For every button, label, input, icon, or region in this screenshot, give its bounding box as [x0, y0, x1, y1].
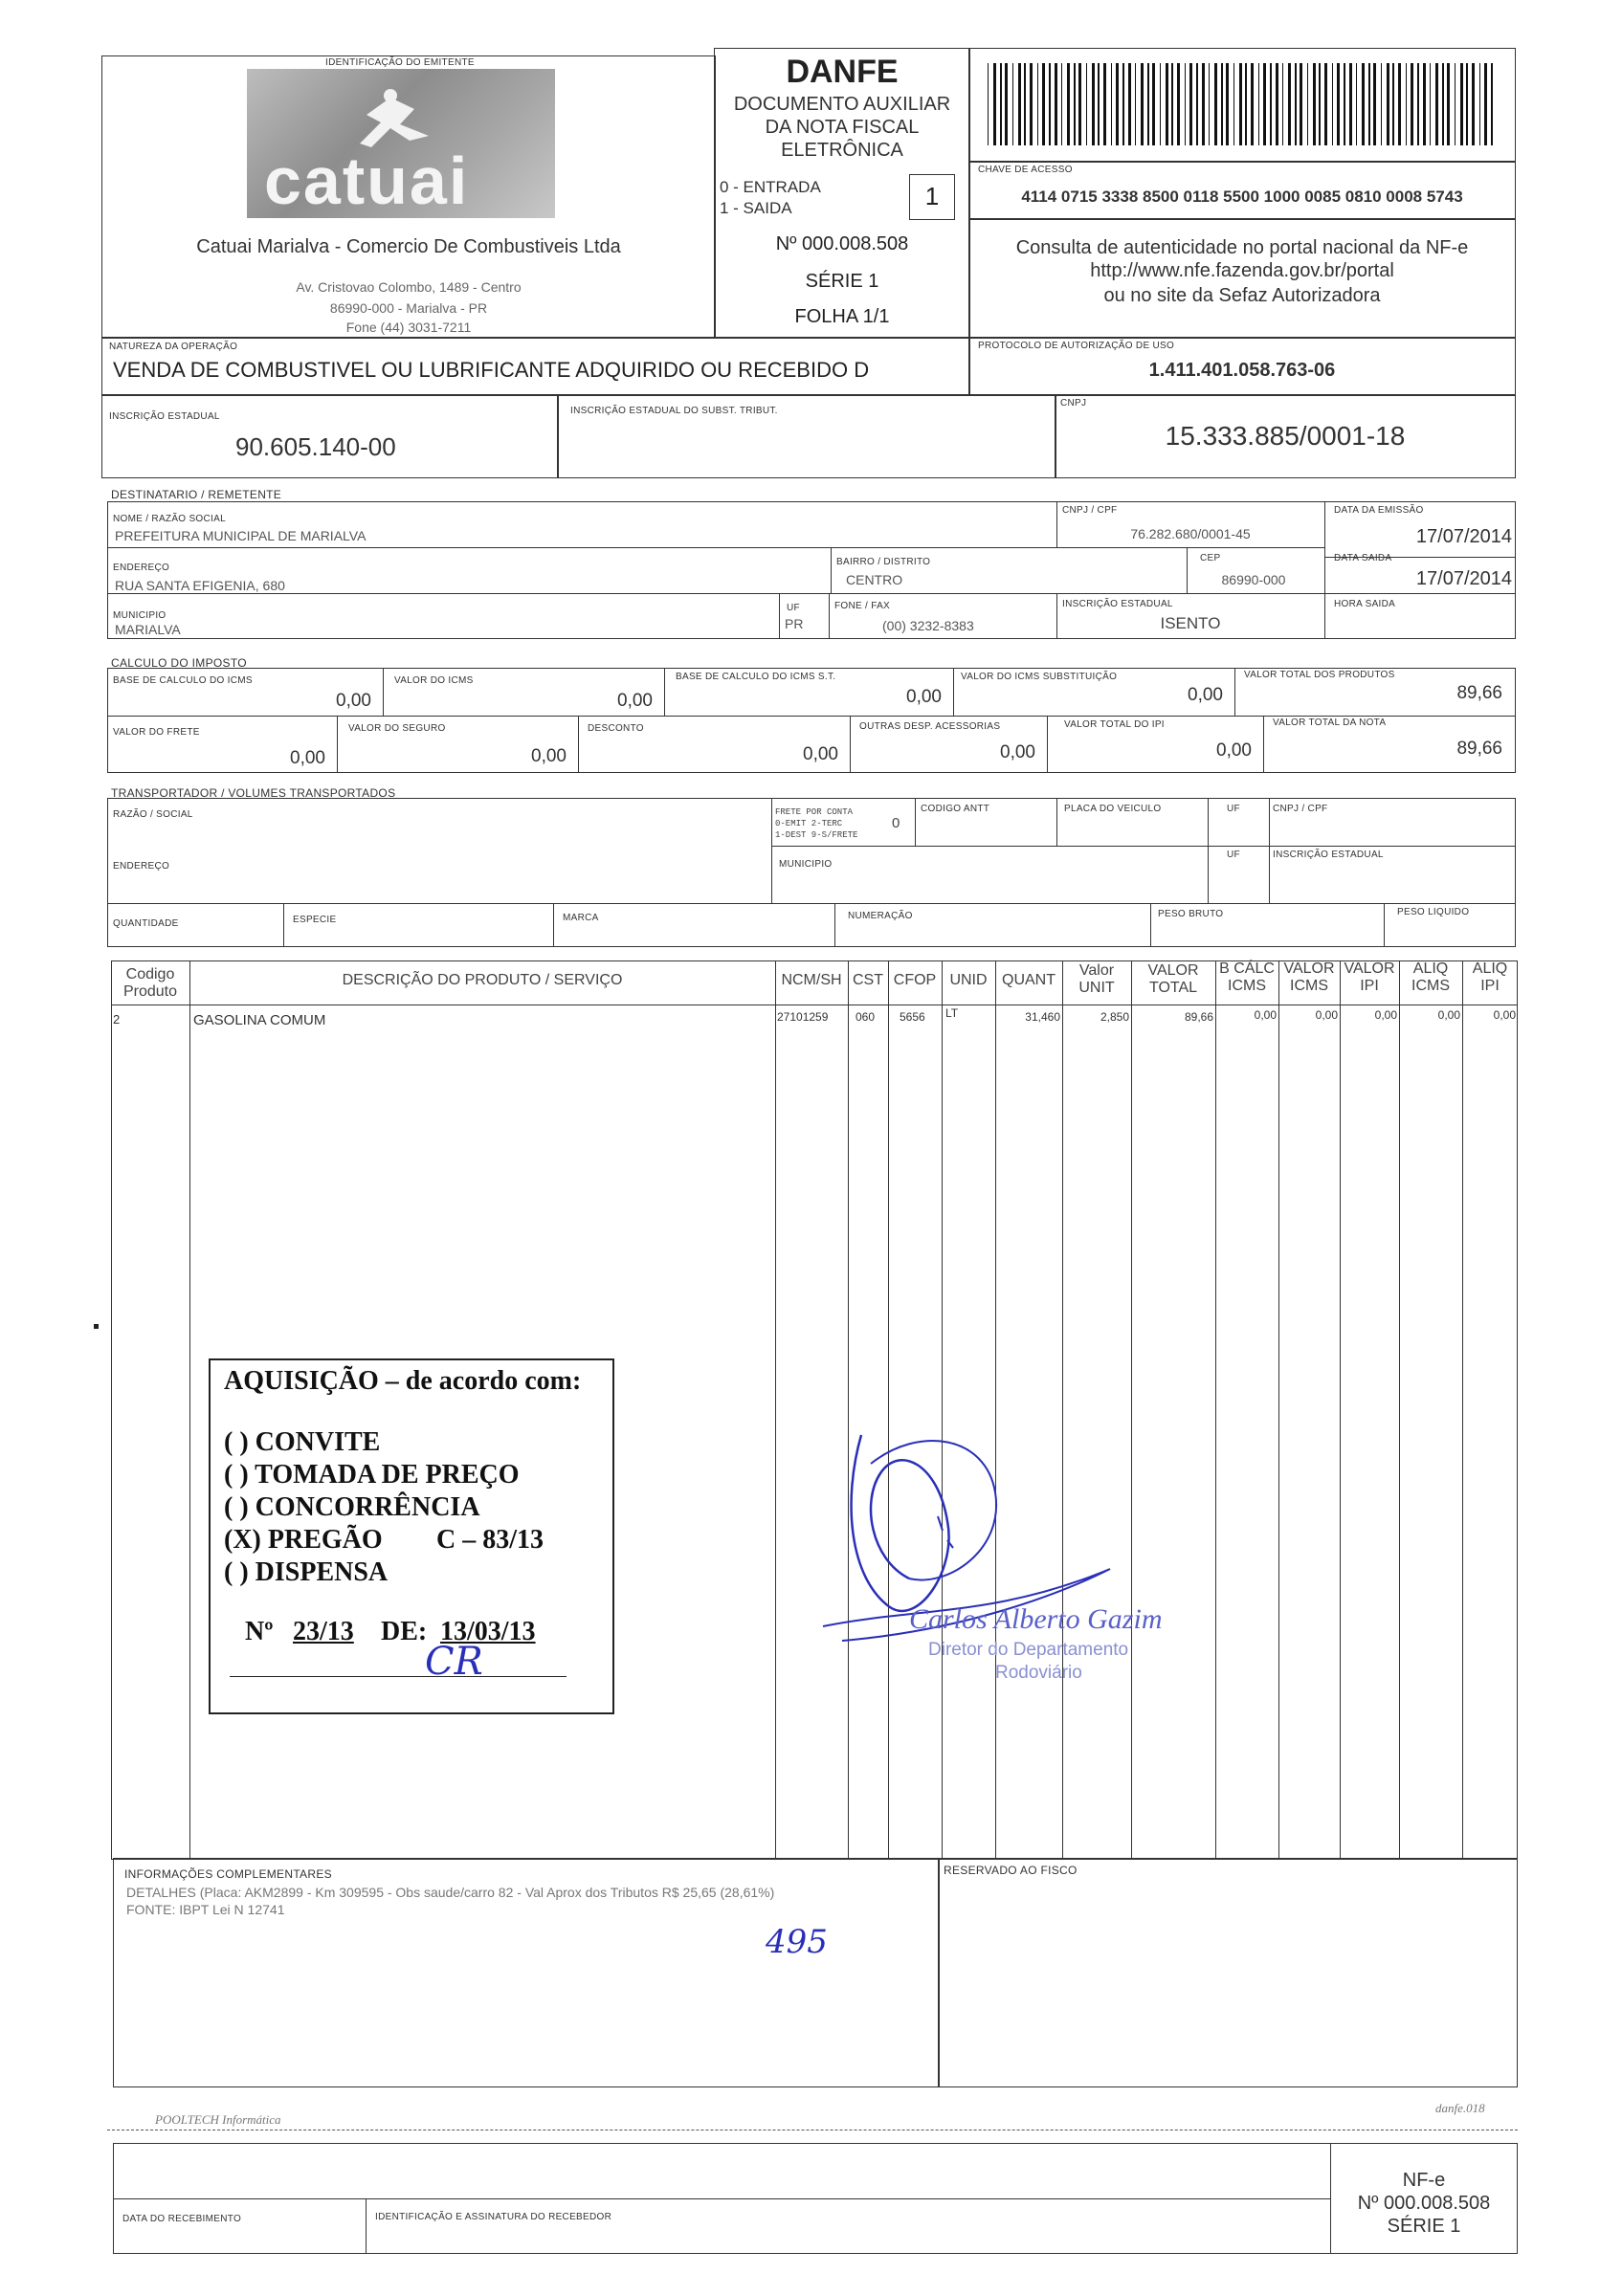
signature-role-2: Rodoviário	[995, 1663, 1082, 1683]
stamp-de-label: DE:	[381, 1617, 428, 1646]
dest-nome-label: NOME / RAZÃO SOCIAL	[113, 514, 226, 524]
col-aipi-2: IPI	[1480, 978, 1500, 994]
ie-value: 90.605.140-00	[235, 432, 396, 461]
consulta-line-1: Consulta de autenticidade no portal nacional da NF-e	[1015, 237, 1469, 258]
dest-municipio: MARIALVA	[115, 622, 181, 637]
col-vtotal-2: TOTAL	[1148, 980, 1198, 996]
fisco-label: RESERVADO AO FISCO	[944, 1864, 1078, 1877]
transp-uf2-label: UF	[1227, 850, 1240, 860]
logo-text: catuai	[264, 144, 470, 218]
col-vipi-1: VALOR	[1344, 960, 1395, 977]
info-line-1: DETALHES (Placa: AKM2899 - Km 309595 - Obs saude/carro 82 - Val Aprox dos Tributos R$ 25,65 (28,61%)	[126, 1885, 775, 1900]
total-prod: 89,66	[1456, 683, 1502, 703]
stamp-opt-pregao: (X) PREGÃO	[224, 1525, 383, 1555]
numeracao-label: NUMERAÇÃO	[848, 911, 913, 921]
frete: 0,00	[290, 748, 325, 768]
stamp-initials: CR	[425, 1640, 483, 1684]
total-prod-label: VALOR TOTAL DOS PRODUTOS	[1244, 670, 1395, 680]
consulta-line-2: http://www.nfe.fazenda.gov.br/portal	[1090, 260, 1394, 281]
emitente-phone: Fone (44) 3031-7211	[345, 320, 472, 335]
ipi-label: VALOR TOTAL DO IPI	[1064, 719, 1165, 730]
base-st: 0,00	[906, 687, 942, 707]
dest-fone-label: FONE / FAX	[834, 601, 891, 611]
valor-icms-label: VALOR DO ICMS	[394, 675, 474, 686]
valor-st: 0,00	[1188, 685, 1223, 705]
cnpj-emitente-label: CNPJ	[1060, 398, 1087, 408]
stamp-title: AQUISIÇÃO – de acordo com:	[224, 1366, 582, 1396]
stamp-numero-label: Nº	[245, 1617, 274, 1646]
dest-emissao: 17/07/2014	[1415, 526, 1512, 547]
base-icms: 0,00	[336, 691, 371, 711]
dest-bairro: CENTRO	[846, 572, 903, 587]
item-vipi: 0,00	[1374, 1008, 1397, 1022]
col-quant: QUANT	[1002, 972, 1056, 988]
transp-cnpj-label: CNPJ / CPF	[1273, 804, 1328, 814]
danfe-saida: 1 - SAIDA	[720, 199, 792, 217]
transportador-section-label: TRANSPORTADOR / VOLUMES TRANSPORTADOS	[111, 786, 396, 800]
dest-ie-label: INSCRIÇÃO ESTADUAL	[1062, 599, 1173, 609]
frete-por-conta-value: 0	[892, 815, 900, 831]
quantidade-label: QUANTIDADE	[113, 918, 179, 929]
col-unid: UNID	[949, 972, 988, 988]
col-aipi-1: ALIQ	[1472, 960, 1508, 977]
col-cst: CST	[853, 972, 883, 988]
scan-left-mark	[94, 1324, 99, 1329]
fisco-box	[938, 1858, 1518, 2087]
protocolo-label: PROTOCOLO DE AUTORIZAÇÃO DE USO	[978, 341, 1175, 351]
transp-municipio-label: MUNICIPIO	[779, 859, 833, 870]
dest-bairro-label: BAIRRO / DISTRITO	[836, 557, 931, 567]
item-vunit: 2,850	[1100, 1010, 1129, 1024]
chave-value: 4114 0715 3338 8500 0118 5500 1000 0085 0810 0008 5743	[1021, 188, 1463, 206]
item-aipi: 0,00	[1493, 1008, 1516, 1022]
valor-st-label: VALOR DO ICMS SUBSTITUIÇÃO	[961, 672, 1118, 682]
ipi: 0,00	[1216, 740, 1252, 761]
col-bcalc-1: B CÁLC	[1219, 960, 1275, 977]
col-codigo-1: Codigo	[125, 966, 175, 982]
ie-label: INSCRIÇÃO ESTADUAL	[109, 411, 220, 422]
col-aicms-2: ICMS	[1411, 978, 1450, 994]
frete-por-conta-3: 1-DEST 9-S/FRETE	[775, 830, 858, 840]
outras-label: OUTRAS DESP. ACESSORIAS	[859, 721, 1001, 732]
frete-por-conta-1: FRETE POR CONTA	[775, 807, 854, 817]
dest-hora-label: HORA SAIDA	[1334, 599, 1396, 609]
danfe-title: DANFE	[786, 54, 899, 90]
outras: 0,00	[1000, 742, 1035, 762]
stamp-opt-pregao-code: C – 83/13	[436, 1525, 544, 1555]
col-ncm: NCM/SH	[781, 972, 842, 988]
antt-label: CODIGO ANTT	[921, 804, 990, 814]
canhoto-numero: Nº 000.008.508	[1357, 2193, 1491, 2214]
item-vtotal: 89,66	[1184, 1010, 1213, 1024]
dest-fone: (00) 3232-8383	[882, 618, 974, 633]
canhoto-serie: SÉRIE 1	[1387, 2216, 1461, 2237]
desconto-label: DESCONTO	[588, 723, 644, 734]
col-vunit-1: Valor	[1078, 962, 1115, 979]
item-cst: 060	[856, 1010, 876, 1024]
danfe-numero: Nº 000.008.508	[775, 233, 909, 254]
signature-name: Carlos Alberto Gazim	[909, 1603, 1163, 1635]
base-st-label: BASE DE CALCULO DO ICMS S.T.	[676, 672, 836, 682]
dest-endereco-label: ENDEREÇO	[113, 563, 170, 573]
stamp-opt-dispensa: ( ) DISPENSA	[224, 1557, 389, 1587]
item-aicms: 0,00	[1437, 1008, 1460, 1022]
item-ncm: 27101259	[777, 1010, 829, 1024]
danfe-folha: FOLHA 1/1	[794, 306, 890, 327]
signature-role-1: Diretor do Departamento	[928, 1640, 1129, 1660]
canhoto-assinatura-label: IDENTIFICAÇÃO E ASSINATURA DO RECEBEDOR	[375, 2212, 612, 2222]
info-label: INFORMAÇÕES COMPLEMENTARES	[124, 1867, 332, 1881]
aquisicao-stamp	[209, 1358, 614, 1714]
desconto: 0,00	[803, 744, 838, 764]
dest-uf-label: UF	[787, 603, 800, 613]
seguro-label: VALOR DO SEGURO	[348, 723, 446, 734]
frete-label: VALOR DO FRETE	[113, 727, 200, 738]
dest-saida-label: DATA SAIDA	[1334, 553, 1392, 563]
emitente-section-label: IDENTIFICAÇÃO DO EMITENTE	[325, 57, 475, 68]
dest-cep: 86990-000	[1221, 572, 1286, 587]
stamp-opt-tomada: ( ) TOMADA DE PREÇO	[224, 1460, 520, 1490]
imposto-section-label: CALCULO DO IMPOSTO	[111, 656, 247, 670]
dest-nome: PREFEITURA MUNICIPAL DE MARIALVA	[115, 528, 367, 543]
col-descricao: DESCRIÇÃO DO PRODUTO / SERVIÇO	[342, 972, 623, 988]
col-aicms-1: ALIQ	[1412, 960, 1449, 977]
info-line-2: FONTE: IBPT Lei N 12741	[126, 1902, 285, 1917]
dest-cnpj-label: CNPJ / CPF	[1062, 505, 1118, 516]
col-vicms-1: VALOR	[1283, 960, 1335, 977]
canhoto-nfe: NF-e	[1402, 2170, 1446, 2191]
seguro: 0,00	[531, 746, 567, 766]
footer-left: POOLTECH Informática	[155, 2112, 281, 2127]
dest-ie: ISENTO	[1160, 614, 1221, 632]
catuai-logo	[247, 69, 555, 218]
footer-right: danfe.018	[1435, 2101, 1485, 2115]
cnpj-emitente-value: 15.333.885/0001-18	[1165, 421, 1406, 451]
dest-uf: PR	[785, 616, 804, 631]
natureza-value: VENDA DE COMBUSTIVEL OU LUBRIFICANTE ADQUIRIDO OU RECEBIDO D	[113, 358, 870, 382]
dest-emissao-label: DATA DA EMISSÃO	[1334, 505, 1424, 516]
stamp-data: 13/03/13	[440, 1617, 536, 1646]
peso-liquido-label: PESO LIQUIDO	[1397, 907, 1470, 917]
danfe-subtitle-3: ELETRÔNICA	[781, 140, 903, 161]
protocolo-value: 1.411.401.058.763-06	[1148, 360, 1336, 381]
col-cfop: CFOP	[893, 972, 937, 988]
especie-label: ESPECIE	[293, 915, 337, 925]
dest-cep-label: CEP	[1200, 553, 1221, 563]
danfe-serie: SÉRIE 1	[805, 271, 879, 292]
info-handwritten: 495	[766, 1923, 828, 1961]
destinatario-section-label: DESTINATARIO / REMETENTE	[111, 488, 282, 501]
danfe-tipo: 1	[924, 182, 940, 210]
item-codigo: 2	[113, 1012, 121, 1027]
natureza-label: NATUREZA DA OPERAÇÃO	[109, 342, 238, 352]
col-vicms-2: ICMS	[1290, 978, 1328, 994]
item-quant: 31,460	[1025, 1010, 1060, 1024]
total-nota: 89,66	[1456, 739, 1502, 759]
emitente-address-2: 86990-000 - Marialva - PR	[329, 300, 488, 316]
frete-por-conta-2: 0-EMIT 2-TERC	[775, 819, 843, 828]
dest-saida: 17/07/2014	[1415, 568, 1512, 589]
stamp-opt-convite: ( ) CONVITE	[224, 1427, 381, 1457]
emitente-address-1: Av. Cristovao Colombo, 1489 - Centro	[296, 279, 522, 295]
total-nota-label: VALOR TOTAL DA NOTA	[1273, 718, 1387, 728]
item-vicms: 0,00	[1315, 1008, 1338, 1022]
transp-endereco-label: ENDEREÇO	[113, 861, 170, 872]
stamp-numero: 23/13	[293, 1617, 354, 1646]
item-bcalc: 0,00	[1254, 1008, 1277, 1022]
item-descricao: GASOLINA COMUM	[193, 1012, 326, 1028]
col-bcalc-2: ICMS	[1228, 978, 1266, 994]
danfe-entrada: 0 - ENTRADA	[720, 178, 821, 196]
col-vipi-2: IPI	[1360, 978, 1379, 994]
item-unid: LT	[945, 1006, 959, 1020]
dest-cnpj: 76.282.680/0001-45	[1130, 526, 1251, 541]
dest-endereco: RUA SANTA EFIGENIA, 680	[115, 578, 285, 593]
transp-razao-label: RAZÃO / SOCIAL	[113, 809, 193, 820]
item-cfop: 5656	[900, 1010, 925, 1024]
valor-icms: 0,00	[617, 691, 653, 711]
emitente-name: Catuai Marialva - Comercio De Combustiveis Ltda	[196, 236, 621, 257]
stamp-opt-concorrencia: ( ) CONCORRÊNCIA	[224, 1492, 480, 1522]
dest-municipio-label: MUNICIPIO	[113, 610, 167, 621]
col-codigo-2: Produto	[122, 983, 178, 1000]
col-vunit-2: UNIT	[1078, 980, 1115, 996]
chave-label: CHAVE DE ACESSO	[978, 165, 1073, 175]
base-icms-label: BASE DE CALCULO DO ICMS	[113, 675, 253, 686]
placa-label: PLACA DO VEICULO	[1064, 804, 1162, 814]
ie-st-label: INSCRIÇÃO ESTADUAL DO SUBST. TRIBUT.	[570, 406, 778, 416]
danfe-subtitle-2: DA NOTA FISCAL	[765, 117, 920, 138]
transp-ie-label: INSCRIÇÃO ESTADUAL	[1273, 850, 1384, 860]
marca-label: MARCA	[563, 913, 599, 923]
peso-bruto-label: PESO BRUTO	[1158, 909, 1224, 919]
transp-uf-label: UF	[1227, 804, 1240, 814]
canhoto-data-label: DATA DO RECEBIMENTO	[122, 2214, 242, 2224]
barcode-icon	[988, 63, 1499, 145]
consulta-line-3: ou no site da Sefaz Autorizadora	[1103, 285, 1381, 306]
col-vtotal-1: VALOR	[1147, 962, 1199, 979]
danfe-subtitle-1: DOCUMENTO AUXILIAR	[733, 94, 951, 115]
